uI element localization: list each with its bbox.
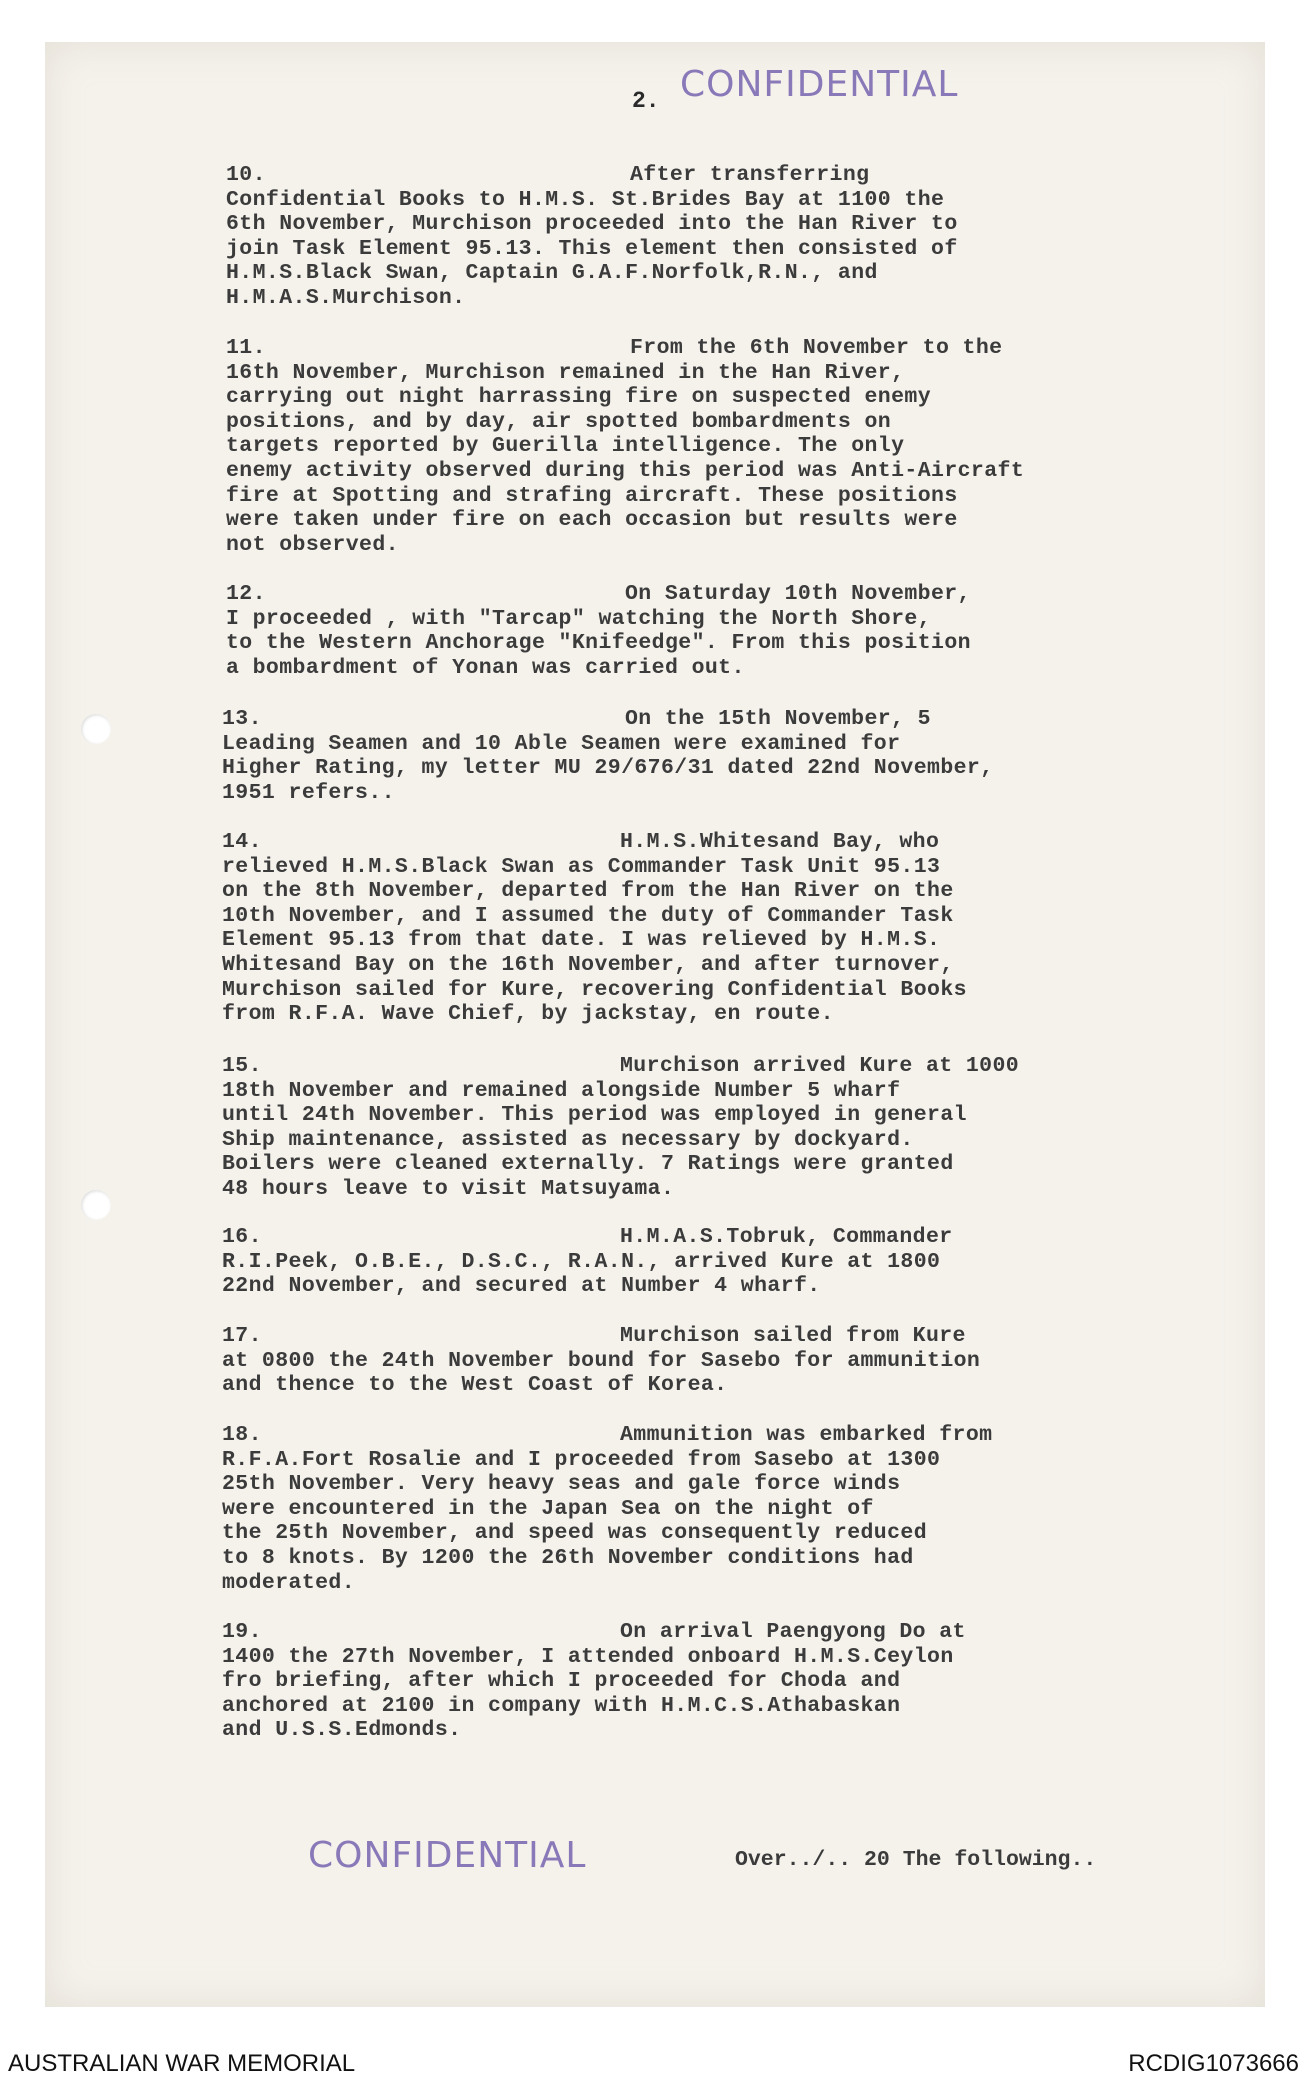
page-number: 2. bbox=[632, 88, 660, 114]
paragraph-number: 11. bbox=[226, 336, 266, 360]
paragraph-12 bbox=[226, 582, 1206, 680]
paragraph-11 bbox=[226, 336, 1206, 557]
paragraph-first-line: Ammunition was embarked from bbox=[620, 1423, 993, 1447]
paragraph-line: Ship maintenance, assisted as necessary by dockyard. bbox=[222, 1127, 914, 1152]
punch-hole-top bbox=[81, 714, 111, 744]
paragraph-line: 1951 refers.. bbox=[222, 780, 395, 805]
paragraph-line: were taken under fire on each occasion but results were bbox=[226, 508, 958, 533]
paragraph-line: Confidential Books to H.M.S. St.Brides Bay at 1100 the bbox=[226, 187, 945, 212]
paragraph-first-line: After transferring bbox=[630, 163, 870, 187]
paragraph-line: at 0800 the 24th November bound for Sasebo for ammunition bbox=[222, 1348, 981, 1373]
paragraph-line: R.F.A.Fort Rosalie and I proceeded from Sasebo at 1300 bbox=[222, 1447, 941, 1472]
paragraph-19 bbox=[222, 1620, 1202, 1743]
confidential-stamp-top: CONFIDENTIAL bbox=[680, 64, 959, 105]
paragraph-number: 10. bbox=[226, 163, 266, 187]
paragraph-line: on the 8th November, departed from the Han River on the bbox=[222, 879, 954, 904]
paragraph-number: 19. bbox=[222, 1620, 262, 1644]
paragraph-15 bbox=[222, 1054, 1202, 1202]
paragraph-18 bbox=[222, 1423, 1202, 1595]
paragraph-first-line: On Saturday 10th November, bbox=[625, 582, 971, 606]
paragraph-line: targets reported by Guerilla intelligence. The only bbox=[226, 434, 905, 459]
confidential-stamp-bottom: CONFIDENTIAL bbox=[308, 1835, 587, 1876]
paragraph-line: 22nd November, and secured at Number 4 wharf. bbox=[222, 1274, 821, 1299]
paragraph-line: Element 95.13 from that date. I was relieved by H.M.S. bbox=[222, 928, 941, 953]
paragraph-13 bbox=[222, 707, 1202, 805]
paragraph-line: I proceeded , with "Tarcap" watching the North Shore, bbox=[226, 606, 932, 631]
paragraph-line: to 8 knots. By 1200 the 26th November conditions had bbox=[222, 1545, 914, 1570]
paragraph-line: 1400 the 27th November, I attended onboard H.M.S.Ceylon bbox=[222, 1644, 954, 1669]
paragraph-line: Murchison sailed for Kure, recovering Confidential Books bbox=[222, 977, 967, 1002]
footer-archive-name: AUSTRALIAN WAR MEMORIAL bbox=[8, 2050, 356, 2077]
paragraph-number: 18. bbox=[222, 1423, 262, 1447]
paragraph-line: 6th November, Murchison proceeded into the Han River to bbox=[226, 212, 958, 237]
paragraph-line: 25th November. Very heavy seas and gale force winds bbox=[222, 1472, 901, 1497]
paragraph-line: R.I.Peek, O.B.E., D.S.C., R.A.N., arrived Kure at 1800 bbox=[222, 1249, 941, 1274]
paragraph-line: relieved H.M.S.Black Swan as Commander Task Unit 95.13 bbox=[222, 854, 941, 879]
footer-record-id: RCDIG1073666 bbox=[1128, 2050, 1299, 2077]
paragraph-line: Whitesand Bay on the 16th November, and after turnover, bbox=[222, 952, 954, 977]
paragraph-line: and thence to the West Coast of Korea. bbox=[222, 1373, 728, 1398]
paragraph-number: 16. bbox=[222, 1225, 262, 1249]
paragraph-line: join Task Element 95.13. This element then consisted of bbox=[226, 236, 958, 261]
paragraph-first-line: H.M.A.S.Tobruk, Commander bbox=[620, 1225, 953, 1249]
paragraph-17 bbox=[222, 1324, 1202, 1398]
continuation-note: Over../.. 20 The following.. bbox=[735, 1848, 1097, 1872]
paragraph-number: 17. bbox=[222, 1324, 262, 1348]
paragraph-number: 15. bbox=[222, 1054, 262, 1078]
paragraph-line: from R.F.A. Wave Chief, by jackstay, en route. bbox=[222, 1002, 834, 1027]
paragraph-line: Higher Rating, my letter MU 29/676/31 dated 22nd November, bbox=[222, 756, 994, 781]
paragraph-line: carrying out night harrassing fire on suspected enemy bbox=[226, 385, 932, 410]
paragraph-first-line: From the 6th November to the bbox=[630, 336, 1003, 360]
paragraph-10 bbox=[226, 163, 1206, 311]
paragraph-first-line: Murchison sailed from Kure bbox=[620, 1324, 966, 1348]
paragraph-line: were encountered in the Japan Sea on the night of bbox=[222, 1496, 874, 1521]
paragraph-line: H.M.S.Black Swan, Captain G.A.F.Norfolk,R.N., and bbox=[226, 261, 878, 286]
paragraph-number: 14. bbox=[222, 830, 262, 854]
paragraph-number: 12. bbox=[226, 582, 266, 606]
paragraph-line: Boilers were cleaned externally. 7 Ratings were granted bbox=[222, 1152, 954, 1177]
paragraph-line: not observed. bbox=[226, 532, 399, 557]
paragraph-first-line: On the 15th November, 5 bbox=[625, 707, 931, 731]
paragraph-line: 10th November, and I assumed the duty of Commander Task bbox=[222, 903, 954, 928]
paragraph-line: anchored at 2100 in company with H.M.C.S.Athabaskan bbox=[222, 1693, 901, 1718]
paragraph-line: positions, and by day, air spotted bombardments on bbox=[226, 409, 892, 434]
paragraph-line: moderated. bbox=[222, 1570, 356, 1595]
paragraph-line: Leading Seamen and 10 Able Seamen were examined for bbox=[222, 731, 901, 756]
paragraph-line: fire at Spotting and strafing aircraft. These positions bbox=[226, 483, 958, 508]
paragraph-line: the 25th November, and speed was consequently reduced bbox=[222, 1521, 928, 1546]
paragraph-line: and U.S.S.Edmonds. bbox=[222, 1718, 462, 1743]
paragraph-line: fro briefing, after which I proceeded for Choda and bbox=[222, 1669, 901, 1694]
paragraph-first-line: Murchison arrived Kure at 1000 bbox=[620, 1054, 1020, 1078]
paragraph-line: a bombardment of Yonan was carried out. bbox=[226, 655, 745, 680]
paragraph-line: to the Western Anchorage "Knifeedge". From this position bbox=[226, 631, 971, 656]
paragraph-line: enemy activity observed during this period was Anti-Aircraft bbox=[226, 458, 1025, 483]
paragraph-line: 16th November, Murchison remained in the Han River, bbox=[226, 360, 905, 385]
paragraph-14 bbox=[222, 830, 1202, 1027]
paragraph-line: until 24th November. This period was employed in general bbox=[222, 1103, 967, 1128]
paragraph-line: H.M.A.S.Murchison. bbox=[226, 285, 466, 310]
paragraph-first-line: On arrival Paengyong Do at bbox=[620, 1620, 966, 1644]
paragraph-line: 18th November and remained alongside Number 5 wharf bbox=[222, 1078, 901, 1103]
paragraph-line: 48 hours leave to visit Matsuyama. bbox=[222, 1176, 675, 1201]
paragraph-first-line: H.M.S.Whitesand Bay, who bbox=[620, 830, 940, 854]
paragraph-number: 13. bbox=[222, 707, 262, 731]
punch-hole-bottom bbox=[81, 1190, 111, 1220]
paragraph-16 bbox=[222, 1225, 1202, 1299]
